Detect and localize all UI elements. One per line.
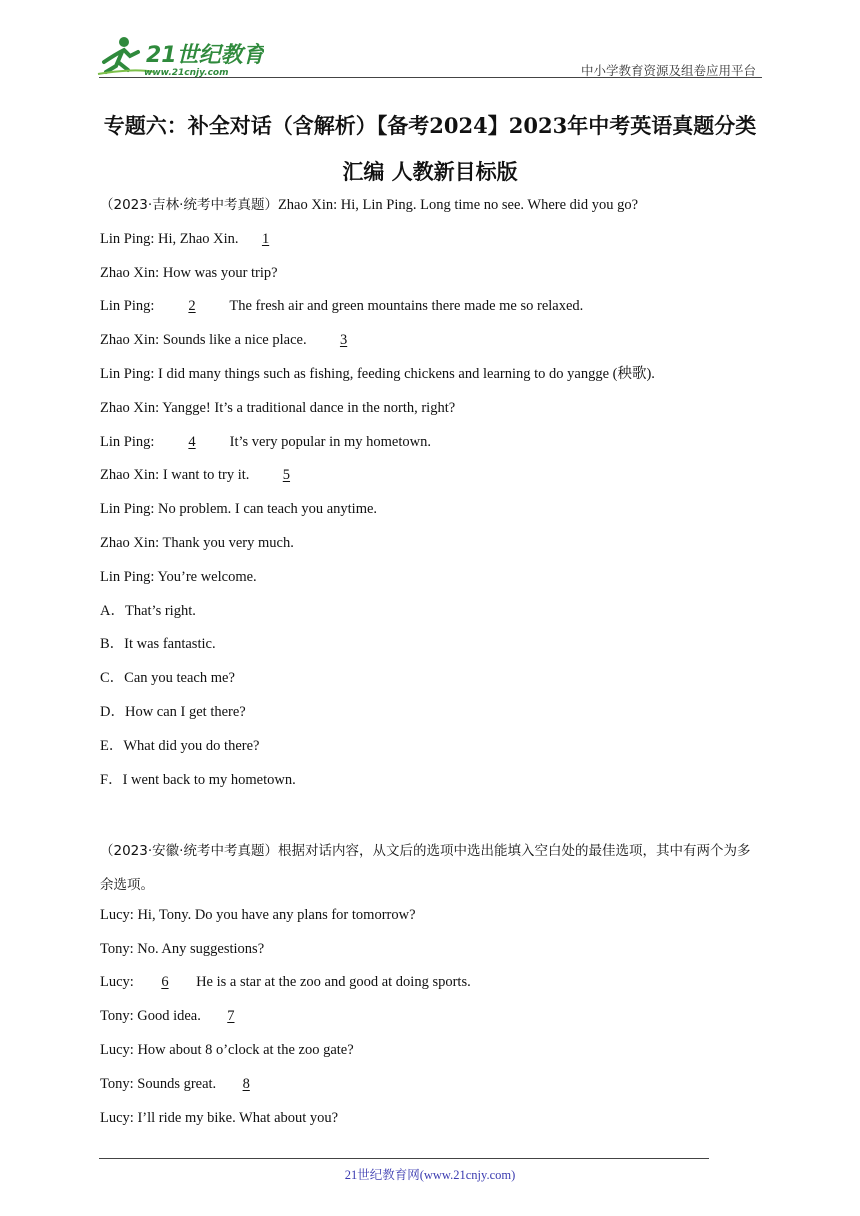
dialogue-line: Lin Ping: Hi, Zhao Xin. 1 bbox=[100, 227, 762, 261]
dialogue-line: Tony: Good idea. 7 bbox=[100, 1004, 762, 1038]
answer-option: C．Can you teach me? bbox=[100, 670, 235, 687]
page-header bbox=[0, 0, 860, 80]
answer-option: D．How can I get there? bbox=[100, 703, 246, 720]
question-source: （2023·吉林·统考中考真题） bbox=[100, 197, 278, 213]
blank-7: 7 bbox=[227, 1008, 235, 1025]
dialogue-line: Zhao Xin: Thank you very much. bbox=[100, 534, 294, 551]
runner-logo-icon bbox=[94, 34, 264, 78]
svg-text:21世纪教育: 21世纪教育 bbox=[146, 43, 264, 68]
dialogue-line: Lin Ping: 2 The fresh air and green mountains there made me so relaxed. bbox=[100, 294, 762, 328]
platform-tagline: 中小学教育资源及组卷应用平台 bbox=[580, 63, 756, 78]
blank-1: 1 bbox=[261, 230, 270, 247]
dialogue-line: Lin Ping: 4 It’s very popular in my hometown. bbox=[100, 430, 762, 464]
dialogue-line: Zhao Xin: Sounds like a nice place. 3 bbox=[100, 328, 762, 362]
dialogue-line: Lucy: Hi, Tony. Do you have any plans for tomorrow? bbox=[100, 906, 416, 923]
dialogue-line: Lin Ping: No problem. I can teach you anytime. bbox=[100, 501, 378, 518]
dialogue-line: Lucy: How about 8 o’clock at the zoo gate? bbox=[100, 1041, 354, 1058]
blank-5: 5 bbox=[282, 467, 291, 484]
footer-divider bbox=[99, 1158, 709, 1159]
answer-option: E．What did you do there? bbox=[100, 737, 260, 754]
dialogue-line: （2023·吉林·统考中考真题）Zhao Xin: Hi, Lin Ping. Long time no see. Where did you go? bbox=[100, 197, 639, 213]
answer-option: F．I went back to my hometown. bbox=[100, 771, 296, 788]
svg-text:www.21cnjy.com: www.21cnjy.com bbox=[144, 68, 229, 78]
dialogue-line: Lucy: I’ll ride my bike. What about you? bbox=[100, 1109, 339, 1126]
section-spacer bbox=[100, 801, 762, 835]
question-source: （2023·安徽·统考中考真题） bbox=[100, 843, 278, 860]
dialogue-line: Tony: No. Any suggestions? bbox=[100, 940, 265, 957]
footer-text[interactable]: 21世纪教育网(www.21cnjy.com) bbox=[344, 1168, 516, 1182]
dialogue-line: Zhao Xin: I want to try it. 5 bbox=[100, 463, 762, 497]
document-body bbox=[100, 193, 762, 1139]
dialogue-line: Lin Ping: I did many things such as fishing, feeding chickens and learning to do yangge (秧歌). bbox=[100, 365, 655, 382]
dialogue-line: Lin Ping: You’re welcome. bbox=[100, 568, 257, 585]
dialogue-line: Lucy: 6 He is a star at the zoo and good at doing sports. bbox=[100, 970, 762, 1004]
site-logo bbox=[94, 34, 264, 78]
answer-option: A．That’s right. bbox=[100, 602, 196, 619]
blank-4: 4 bbox=[188, 433, 196, 450]
dialogue-line: Tony: Sounds great. 8 bbox=[100, 1072, 762, 1106]
dialogue-line: Zhao Xin: Yangge! It’s a traditional dance in the north, right? bbox=[100, 399, 456, 416]
answer-option: B．It was fantastic. bbox=[100, 636, 216, 653]
blank-3: 3 bbox=[339, 332, 348, 349]
page-title: 专题六：补全对话（含解析）【备考2024】2023年中考英语真题分类汇编 人教新目标版 bbox=[103, 113, 757, 184]
blank-8: 8 bbox=[242, 1075, 250, 1092]
dialogue-line: Zhao Xin: How was your trip? bbox=[100, 264, 278, 281]
question-instruction: （2023·安徽·统考中考真题）根据对话内容，从文后的选项中选出能填入空白处的最佳选项，其中有两个为多余选项。 bbox=[100, 843, 751, 893]
header-divider bbox=[99, 77, 762, 78]
blank-2: 2 bbox=[188, 298, 196, 315]
blank-6: 6 bbox=[161, 974, 169, 991]
